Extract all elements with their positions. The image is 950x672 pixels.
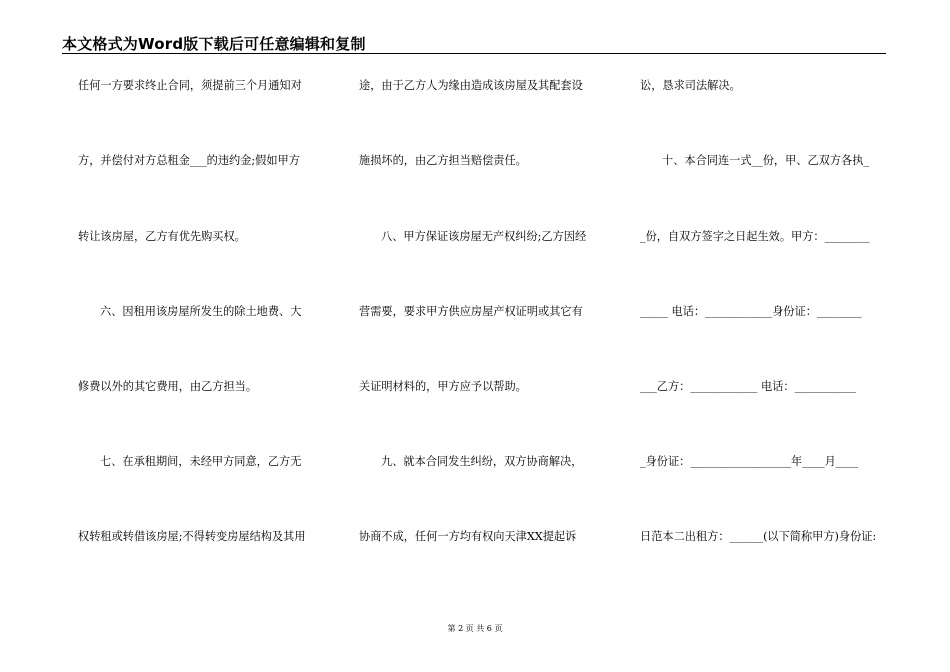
clause-7-start: 七、在承租期间，未经甲方同意，乙方无 [100, 455, 302, 468]
text-line: 关证明材料的，甲方应予以帮助。 [359, 380, 527, 393]
text-line: 营需要，要求甲方供应房屋产权证明或其它有 [359, 305, 583, 318]
header-divider [62, 53, 886, 54]
clause-10-start: 十、本合同连一式__份，甲、乙双方各执_ [662, 154, 869, 167]
text-line: 施损坏的，由乙方担当赔偿责任。 [359, 154, 527, 167]
text-line: 修费以外的其它费用，由乙方担当。 [78, 380, 258, 393]
text-line: 日范本二出租方：______(以下简称甲方)身份证: [640, 530, 877, 543]
text-line: 权转租或转借该房屋;不得转变房屋结构及其用 [78, 530, 306, 543]
text-line: 讼，恳求司法解决。 [640, 79, 741, 92]
page-number-footer: 第 2 页 共 6 页 [447, 624, 503, 633]
text-column-2 [359, 73, 629, 633]
text-line: 途，由于乙方人为缘由造成该房屋及其配套设 [359, 79, 583, 92]
text-line: 方，并偿付对方总租金___的违约金;假如甲方 [78, 154, 300, 167]
text-line: 转让该房屋，乙方有优先购买权。 [78, 230, 246, 243]
text-column-3 [640, 73, 910, 633]
text-column-1 [78, 73, 348, 633]
text-line: _身份证：__________________年____月____ [640, 455, 859, 468]
clause-6-start: 六、因租用该房屋所发生的除土地费、大 [100, 305, 302, 318]
clause-8-start: 八、甲方保证该房屋无产权纠纷;乙方因经 [381, 230, 587, 243]
text-line: ___乙方：____________ 电话：___________ [640, 380, 857, 393]
text-line: 任何一方要求终止合同，须提前三个月通知对 [78, 79, 302, 92]
text-line: _____ 电话：____________身份证：________ [640, 305, 862, 318]
document-header-title: 本文格式为Word版下载后可任意编辑和复制 [62, 35, 366, 53]
text-line: _份，自双方签字之日起生效。甲方：________ [640, 230, 870, 243]
clause-9-start: 九、就本合同发生纠纷，双方协商解决， [381, 455, 583, 468]
text-line: 协商不成，任何一方均有权向天津XX提起诉 [359, 530, 577, 543]
